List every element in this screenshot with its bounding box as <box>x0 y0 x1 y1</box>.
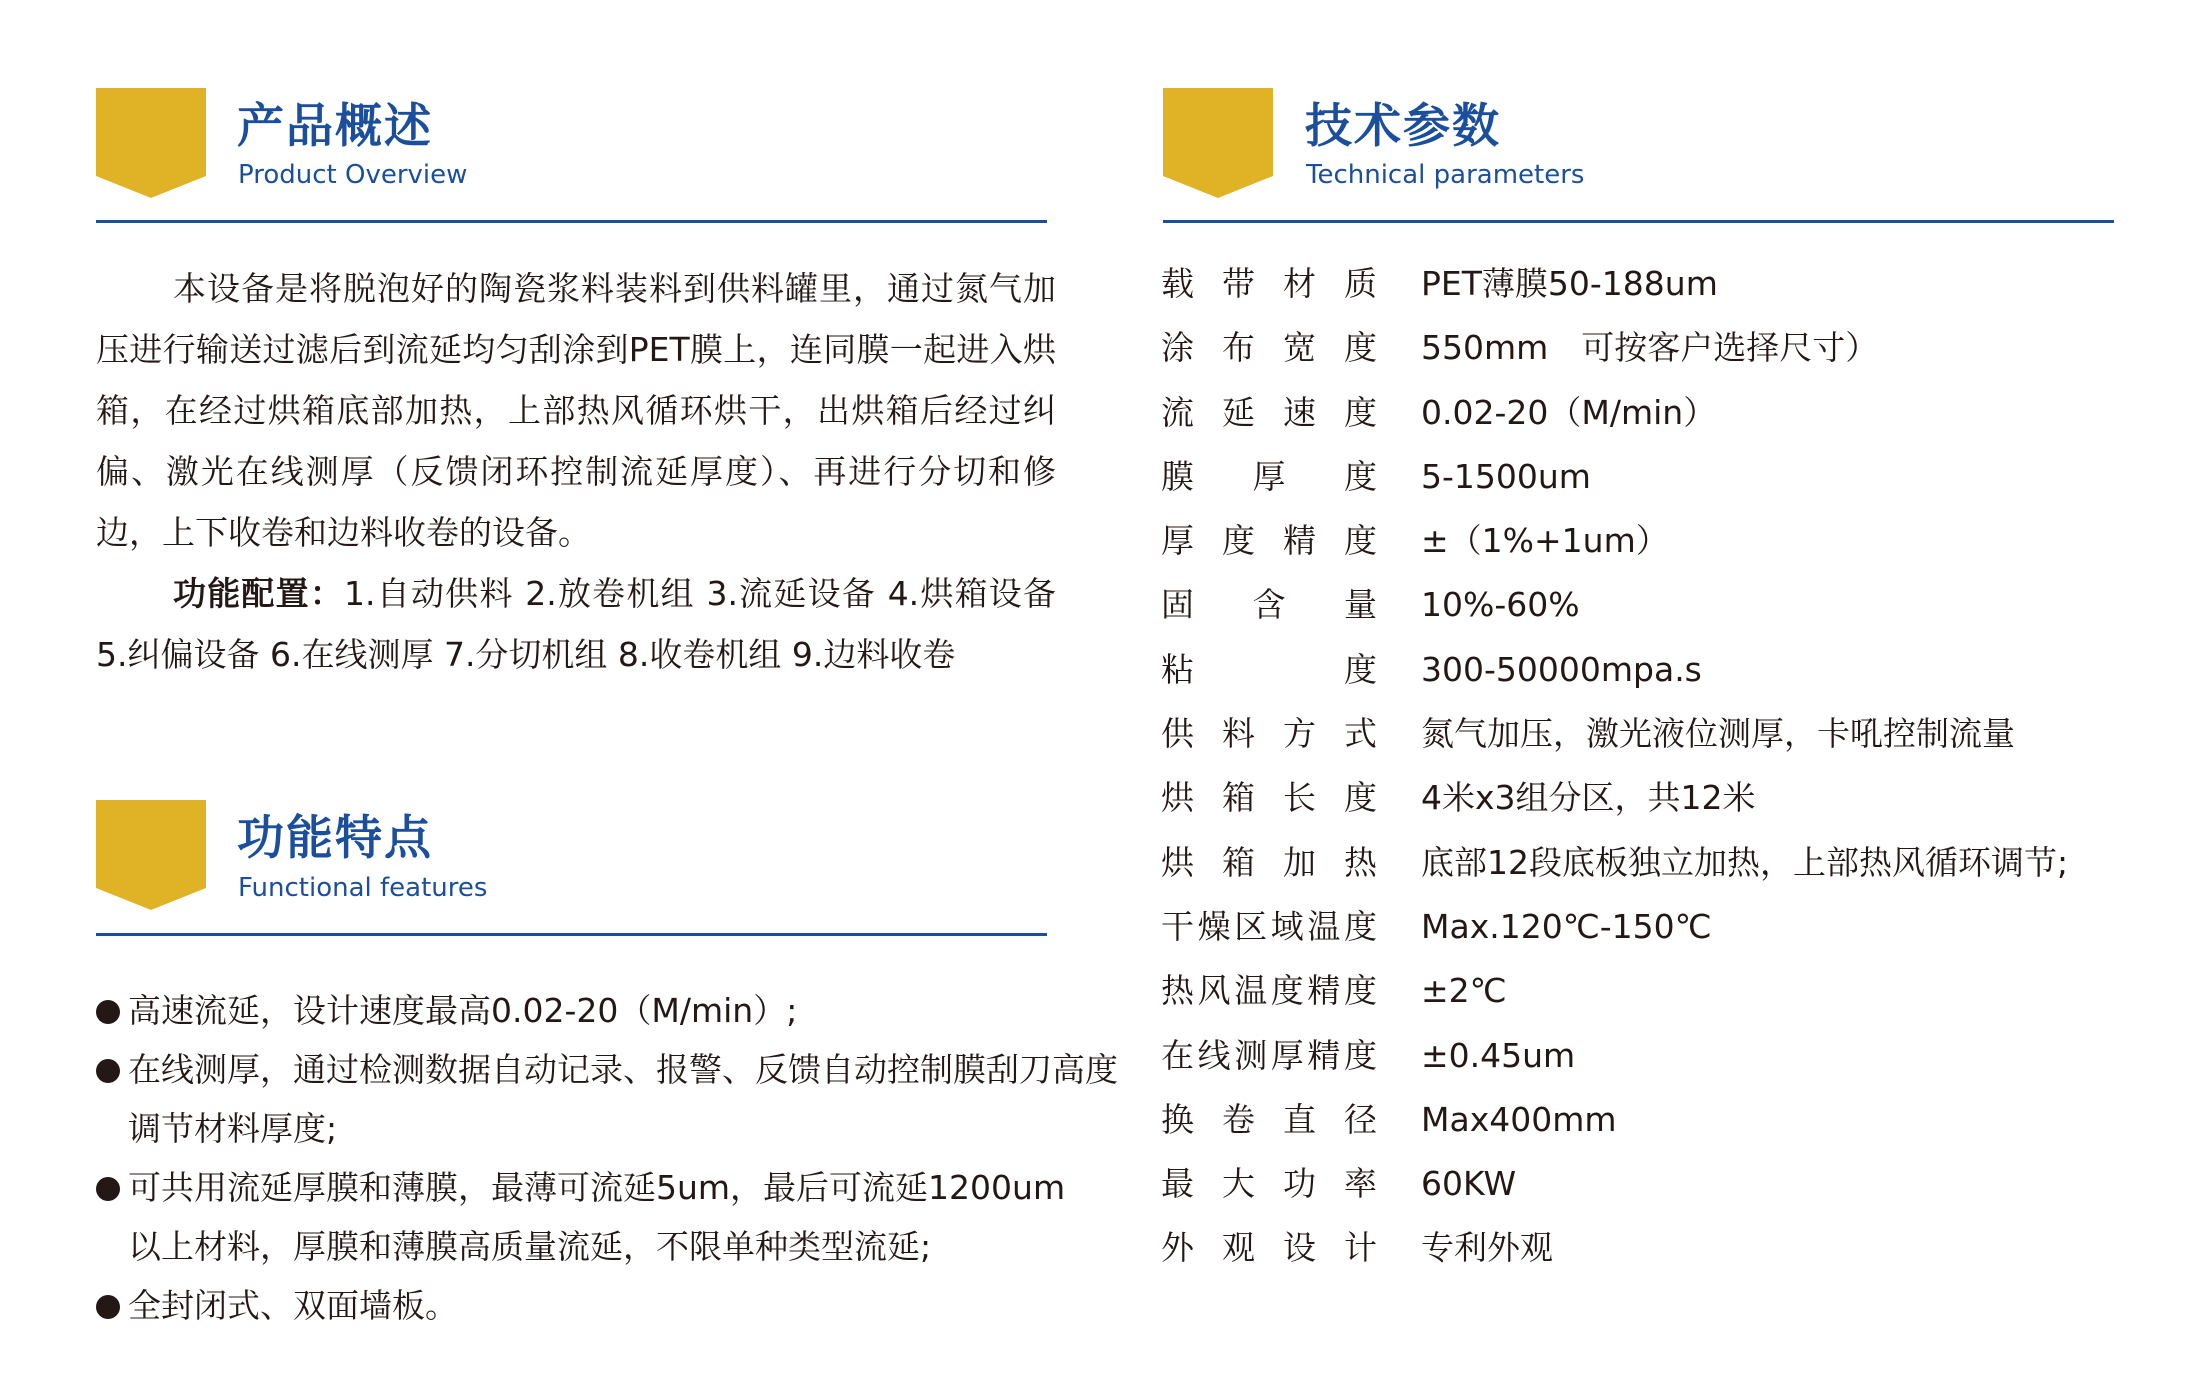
param-value: Max.120℃-150℃ <box>1421 906 1712 946</box>
params-divider <box>1163 220 2114 223</box>
config-label: 功能配置： <box>173 574 345 613</box>
overview-badge-icon <box>96 88 206 198</box>
params-subtitle: Technical parameters <box>1306 160 1585 190</box>
overview-title: 产品概述 <box>237 99 433 154</box>
param-label: 粘度 <box>1161 649 1377 689</box>
param-value: ±0.45um <box>1421 1035 1576 1075</box>
overview-body <box>96 258 1056 685</box>
param-label: 膜厚度 <box>1161 456 1377 496</box>
features-divider <box>96 933 1047 936</box>
param-label: 外观设计 <box>1161 1228 1377 1268</box>
overview-subtitle: Product Overview <box>238 160 468 190</box>
param-label: 热风温度精度 <box>1161 971 1377 1011</box>
param-label: 载带材质 <box>1161 264 1377 303</box>
param-label: 换卷直径 <box>1161 1099 1377 1139</box>
param-value: 300-50000mpa.s <box>1421 649 1702 689</box>
bullet-icon <box>96 1059 120 1083</box>
param-value: PET薄膜50-188um <box>1421 264 1718 303</box>
overview-divider <box>96 220 1047 223</box>
param-label: 干燥区域温度 <box>1161 906 1377 946</box>
param-label: 最大功率 <box>1161 1164 1377 1204</box>
param-value: 氮气加压，激光液位测厚，卡吼控制流量 <box>1421 714 2015 754</box>
overview-config <box>96 563 1056 685</box>
param-label: 流延速度 <box>1161 392 1377 432</box>
bullet-icon <box>96 1295 120 1319</box>
params-badge-icon <box>1163 88 1273 198</box>
param-label: 涂布宽度 <box>1161 328 1377 368</box>
feature-item: 在线测厚，通过检测数据自动记录、报警、反馈自动控制膜刮刀高度调节材料厚度; <box>96 1040 1128 1158</box>
param-value: 60KW <box>1421 1164 1517 1204</box>
config-text: 1.自动供料 2.放卷机组 3.流延设备 4.烘箱设备 5.纠偏设备 6.在线测厚 7.分切机组 8.收卷机组 9.边料收卷 <box>96 574 1057 674</box>
bullet-icon <box>96 1000 120 1024</box>
param-value: 底部12段底板独立加热，上部热风循环调节; <box>1421 842 2069 882</box>
param-value: 4米x3组分区，共12米 <box>1421 778 1756 818</box>
features-subtitle: Functional features <box>238 873 488 903</box>
bullet-icon <box>96 1177 120 1201</box>
param-label: 在线测厚精度 <box>1161 1035 1377 1075</box>
param-value: ±2℃ <box>1421 971 1507 1011</box>
feature-item: 可共用流延厚膜和薄膜，最薄可流延5um，最后可流延1200um以上材料，厚膜和薄膜高质量流延，不限单种类型流延; <box>96 1158 1096 1276</box>
param-value: 0.02-20（M/min） <box>1421 392 1717 432</box>
param-value: 550mm 可按客户选择尺寸） <box>1421 328 1879 368</box>
params-title: 技术参数 <box>1305 99 1501 154</box>
param-label: 固含量 <box>1161 585 1377 625</box>
features-list <box>96 981 1118 1335</box>
param-label: 厚度精度 <box>1161 521 1377 561</box>
param-value: Max400mm <box>1421 1099 1617 1139</box>
overview-paragraph: 本设备是将脱泡好的陶瓷浆料装料到供料罐里，通过氮气加压进行输送过滤后到流延均匀刮涂到PET膜上，连同膜一起进入烘箱，在经过烘箱底部加热，上部热风循环烘干，出烘箱后经过纠偏、激光在线测厚（反馈闭环控制流延厚度）、再进行分切和修边，上下收卷和边料收卷的设备。 <box>96 269 1056 552</box>
param-label: 供料方式 <box>1161 714 1377 754</box>
param-value: ±（1%+1um） <box>1421 521 1669 561</box>
param-value: 5-1500um <box>1421 456 1591 496</box>
features-badge-icon <box>96 800 206 910</box>
feature-item: 高速流延，设计速度最高0.02-20（M/min）; <box>96 981 1096 1040</box>
param-value: 专利外观 <box>1421 1228 1553 1268</box>
param-value: 10%-60% <box>1421 585 1580 625</box>
features-title: 功能特点 <box>237 811 433 866</box>
param-label: 烘箱加热 <box>1161 842 1377 882</box>
param-label: 烘箱长度 <box>1161 778 1377 818</box>
feature-item: 全封闭式、双面墙板。 <box>96 1276 1096 1335</box>
